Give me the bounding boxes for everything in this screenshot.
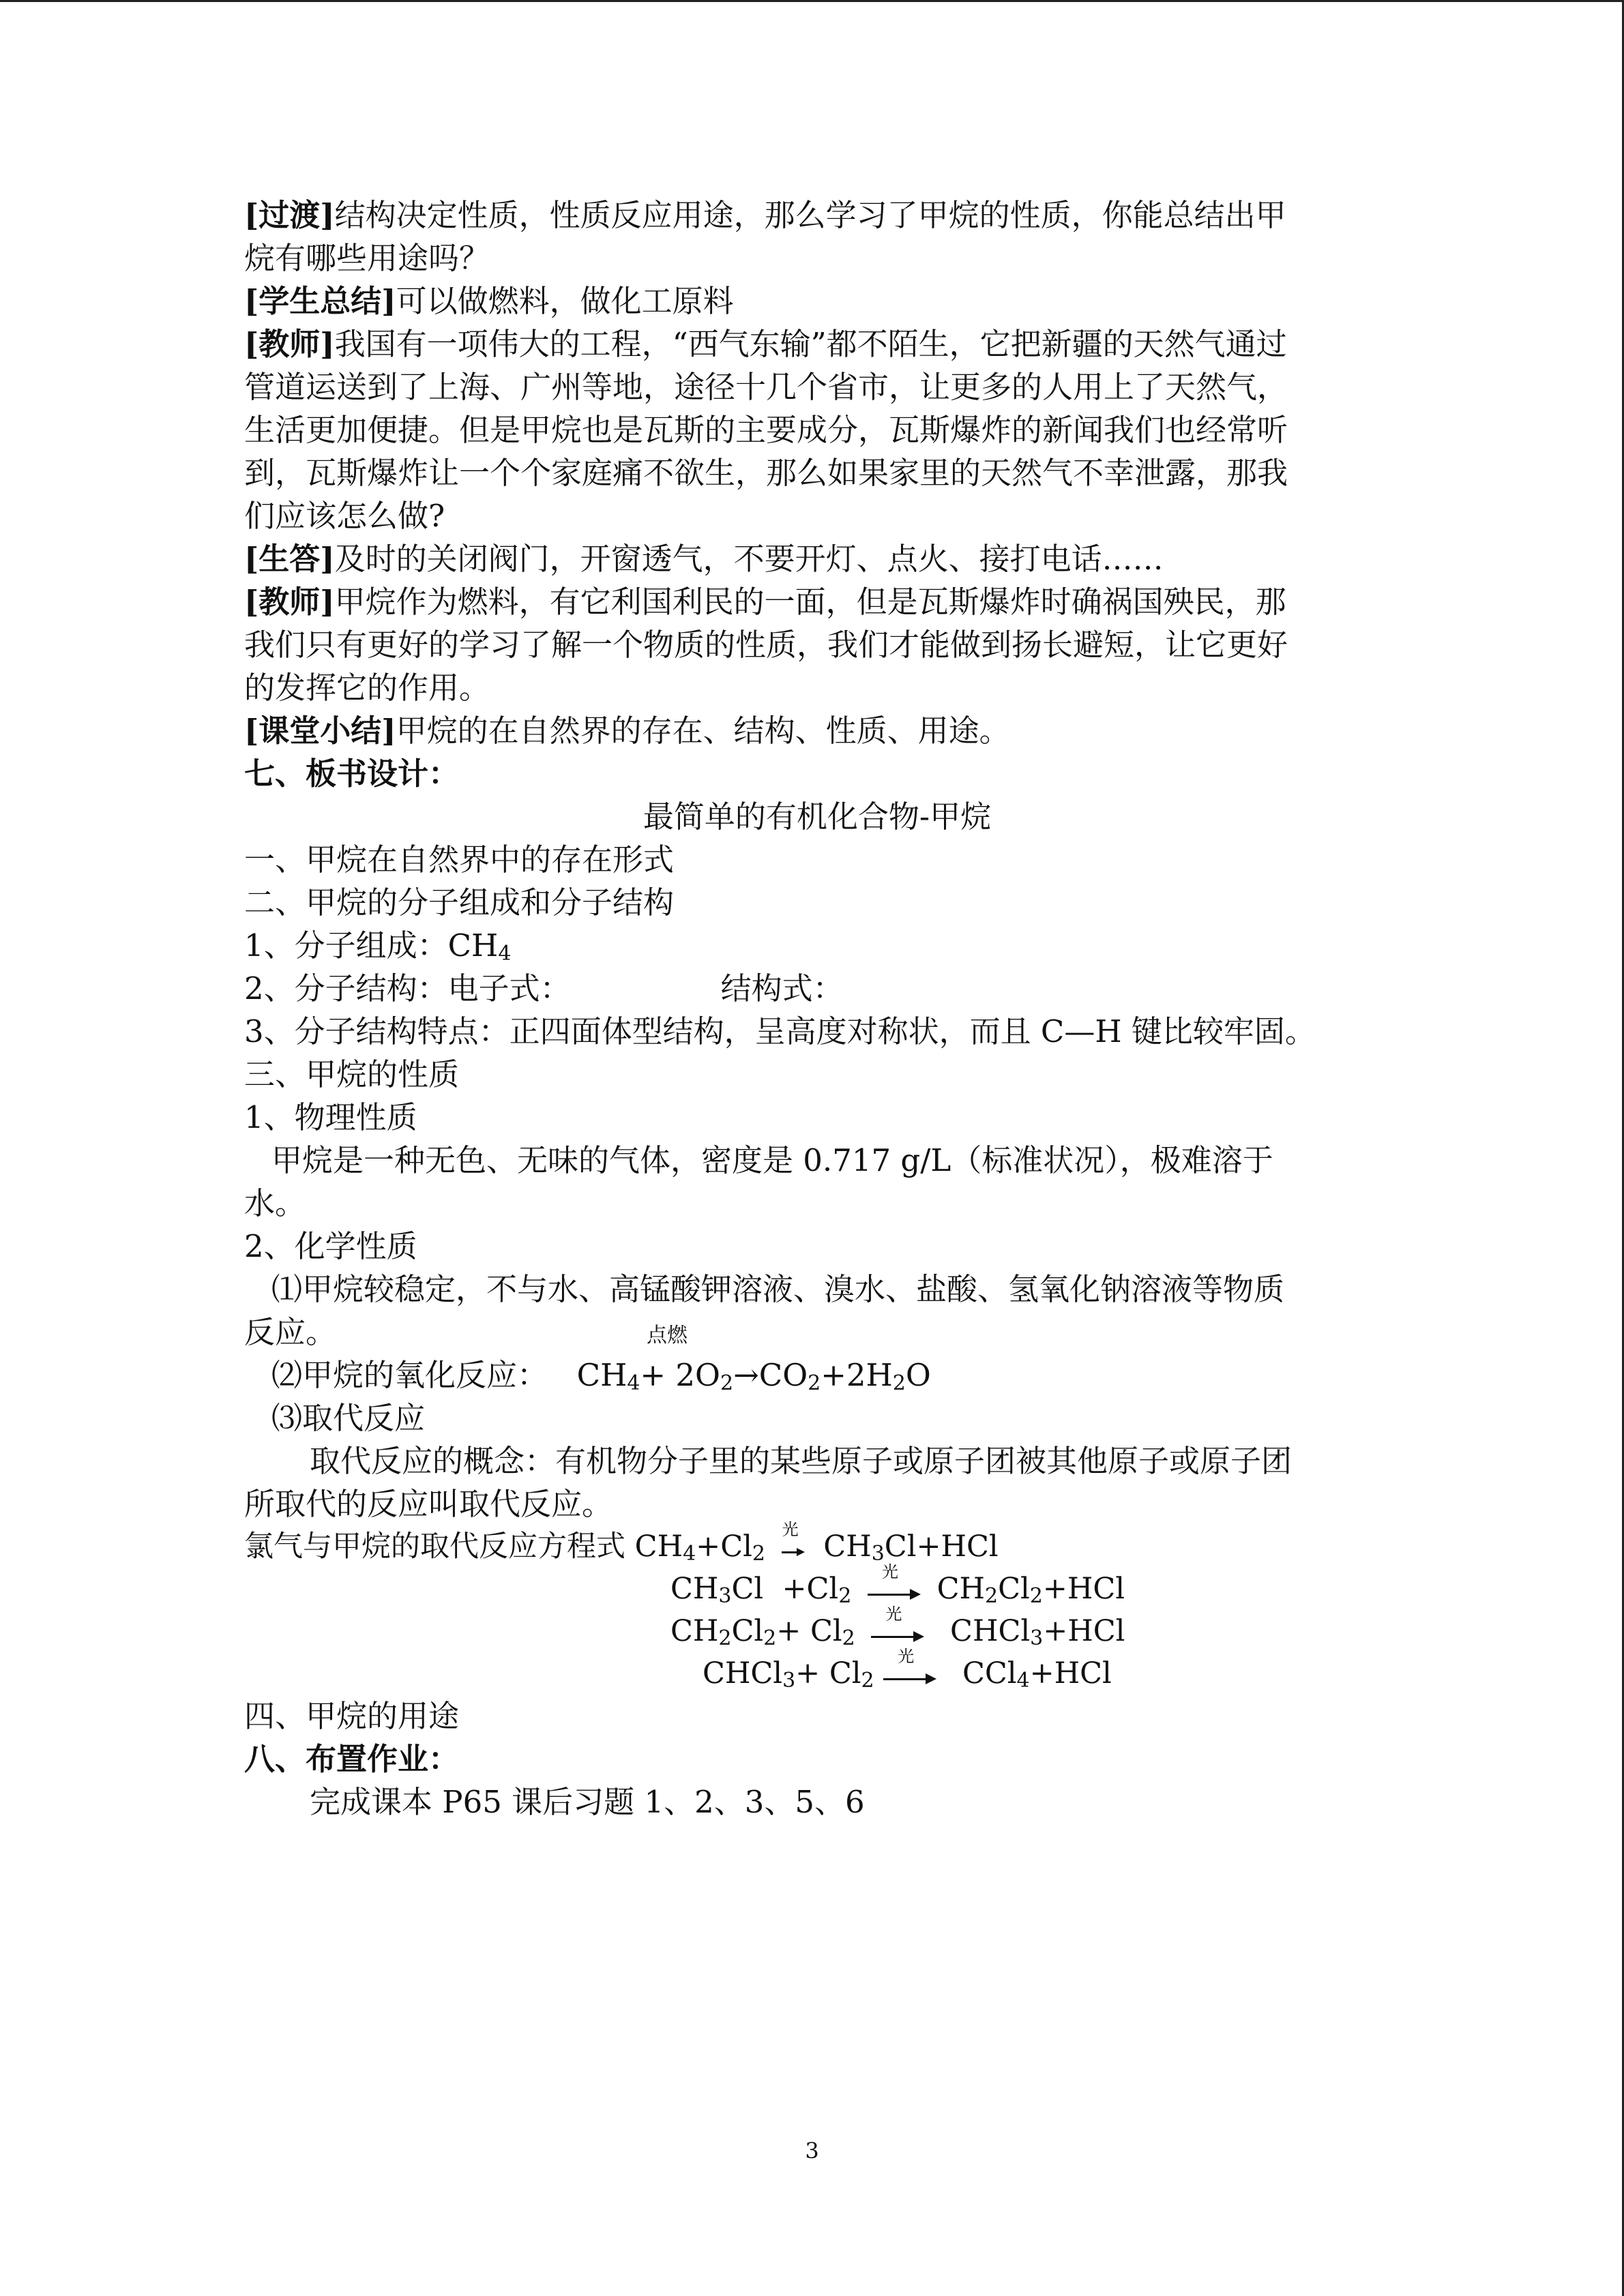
- eq2-l2: Cl +Cl: [731, 1572, 839, 1606]
- class-summary-tag: [课堂小结]: [244, 713, 396, 749]
- eq3-r2: +HCl: [1043, 1614, 1125, 1648]
- composition-sub: 4: [498, 942, 512, 966]
- molecular-structure: [244, 967, 1390, 1010]
- teacher2-line-2: [244, 623, 1390, 666]
- structure-features: 3、分子结构特点：正四面体型结构，呈高度对称状，而且 C—H 键比较牢固。: [244, 1013, 1316, 1049]
- teacher1-text-4: 到，瓦斯爆炸让一个个家庭痛不欲生，那么如果家里的天然气不幸泄露，那我: [244, 455, 1288, 491]
- light-arrow-3: [871, 1605, 924, 1647]
- transition-text-2: 烷有哪些用途吗？: [244, 240, 490, 276]
- eq2-r3: +HCl: [1042, 1572, 1125, 1606]
- stability-line-1: ⑴甲烷较稳定，不与水、高锰酸钾溶液、溴水、盐酸、氢氧化钠溶液等物质: [271, 1271, 1285, 1307]
- teacher1-line-2: [244, 366, 1390, 408]
- physical-properties-heading: 1、物理性质: [244, 1099, 417, 1135]
- chlorine-intro-text: 氯气与甲烷的取代反应方程式: [244, 1530, 625, 1564]
- eq3-r1-sub: 3: [1030, 1626, 1044, 1650]
- substitution-heading: ⑶取代反应: [271, 1400, 426, 1436]
- eq4-l2-sub: 2: [861, 1669, 874, 1693]
- eq3-l3: + Cl: [776, 1614, 842, 1648]
- teacher1-line-5: [244, 494, 1390, 537]
- equation-3: [244, 1605, 1390, 1652]
- light-label: 光: [881, 1562, 898, 1581]
- eq1-l2-sub: 2: [752, 1542, 765, 1566]
- eq-ch: CH: [576, 1357, 628, 1393]
- eq3-l1: CH: [670, 1614, 719, 1648]
- eq1-l1-sub: 4: [683, 1542, 696, 1566]
- equation-2: [244, 1562, 1390, 1610]
- teacher1-tag: [教师]: [244, 326, 335, 362]
- teacher1-line-1: [244, 323, 1390, 366]
- transition-tag: [过渡]: [244, 197, 335, 233]
- substitution-definition-2: 所取代的反应叫取代反应。: [244, 1486, 613, 1522]
- teacher1-text-5: 们应该怎么做?: [244, 498, 445, 534]
- reaction-arrow: →: [733, 1357, 759, 1393]
- teacher2-text-2: 我们只有更好的学习了解一个物质的性质，我们才能做到扬长避短，让它更好: [244, 627, 1288, 663]
- homework-text: 完成课本 P65 课后习题 1、2、3、5、6: [310, 1784, 865, 1820]
- eq2-r1-sub: 2: [985, 1584, 999, 1608]
- eq2-l1-sub: 3: [718, 1584, 732, 1608]
- student-answer-tag: [生答]: [244, 541, 335, 577]
- document-body: [244, 194, 1390, 1823]
- eq-ch-sub: 4: [627, 1371, 640, 1395]
- eq-o2-sub: 2: [720, 1371, 734, 1395]
- eq1-l2: +Cl: [696, 1530, 752, 1564]
- stability-line-2: [244, 1311, 1390, 1354]
- eq4-r2: +HCl: [1029, 1656, 1112, 1690]
- teacher2-line-3: [244, 666, 1390, 709]
- electron-formula-label: 2、分子结构：电子式：: [244, 970, 571, 1007]
- teacher1-line-4: [244, 451, 1390, 494]
- physical-properties-line-2: 水。: [244, 1185, 306, 1221]
- transition-text: 结构决定性质，性质反应用途，那么学习了甲烷的性质，你能总结出甲: [334, 197, 1286, 233]
- ignite-condition-label: 点燃: [647, 1324, 688, 1347]
- teacher1-text-3: 生活更加便捷。但是甲烷也是瓦斯的主要成分，瓦斯爆炸的新闻我们也经常听: [244, 412, 1288, 448]
- board-section-1: 一、甲烷在自然界中的存在形式: [244, 841, 675, 878]
- teacher2-line-1: [244, 580, 1390, 623]
- eq-o: O: [905, 1357, 931, 1393]
- oxidation-label: ⑵甲烷的氧化反应：: [271, 1357, 548, 1393]
- eq3-l2-sub: 2: [763, 1626, 777, 1650]
- teacher1-text-1: 我国有一项伟大的工程，“西气东输”都不陌生，它把新疆的天然气通过: [334, 326, 1287, 362]
- eq3-l2: Cl: [731, 1614, 764, 1648]
- student-answer-text: 及时的关闭阀门，开窗透气，不要开灯、点火、接打电话……: [334, 541, 1164, 577]
- student-summary-text: 可以做燃料，做化工原料: [396, 283, 734, 319]
- board-section-2: 二、甲烷的分子组成和分子结构: [244, 884, 675, 921]
- composition-text: 1、分子组成：CH: [244, 927, 499, 964]
- equation-1: [244, 1520, 1390, 1568]
- student-summary-line: [244, 280, 1390, 323]
- light-arrow-4: [883, 1647, 936, 1689]
- eq-h2o: +2H: [821, 1357, 893, 1393]
- board-section-3: 三、甲烷的性质: [244, 1056, 460, 1092]
- oxidation-line: [244, 1354, 1390, 1397]
- teacher1-line-3: [244, 408, 1390, 451]
- eq2-r1: CH: [936, 1572, 986, 1606]
- board-heading: 七、板书设计：: [244, 756, 460, 792]
- homework-heading: 八、布置作业：: [244, 1741, 460, 1777]
- light-label: 光: [898, 1647, 915, 1666]
- eq-o2: + 2O: [640, 1357, 720, 1393]
- light-arrow-2: [868, 1562, 921, 1605]
- teacher2-text-3: 的发挥它的作用。: [244, 670, 490, 706]
- light-arrow-1: [782, 1520, 808, 1562]
- stability-text-2: 反应。: [244, 1314, 337, 1350]
- eq-h2o-sub: 2: [892, 1371, 906, 1395]
- transition-line-1: [244, 194, 1390, 237]
- eq-co2-sub: 2: [808, 1371, 821, 1395]
- board-title: 最简单的有机化合物-甲烷: [643, 799, 992, 835]
- eq4-l1-sub: 3: [782, 1669, 796, 1693]
- eq4-r1: CCl: [962, 1656, 1017, 1690]
- eq3-l3-sub: 2: [842, 1626, 855, 1650]
- student-answer-line: [244, 537, 1390, 580]
- board-section-4: 四、甲烷的用途: [244, 1698, 460, 1734]
- eq1-r2: Cl+HCl: [884, 1530, 999, 1564]
- eq1-l1: CH: [634, 1530, 683, 1564]
- eq4-l1: CHCl: [703, 1656, 783, 1690]
- eq3-l1-sub: 2: [718, 1626, 732, 1650]
- class-summary-text: 甲烷的在自然界的存在、结构、性质、用途。: [396, 713, 1010, 749]
- transition-line-2: [244, 237, 1390, 280]
- equation-4: [244, 1647, 1390, 1695]
- eq4-r1-sub: 4: [1016, 1669, 1030, 1693]
- eq-co2: CO: [758, 1357, 808, 1393]
- student-summary-tag: [学生总结]: [244, 283, 396, 319]
- eq2-r2-sub: 2: [1029, 1584, 1043, 1608]
- eq3-r1: CHCl: [950, 1614, 1031, 1648]
- teacher1-text-2: 管道运送到了上海、广州等地，途径十几个省市，让更多的人用上了天然气，: [244, 369, 1288, 405]
- eq2-l2-sub: 2: [838, 1584, 852, 1608]
- light-label: 光: [782, 1520, 799, 1539]
- structural-formula-label: 结构式：: [720, 970, 844, 1007]
- teacher2-tag: [教师]: [244, 584, 335, 620]
- molecular-composition: [244, 924, 1390, 967]
- light-label: 光: [885, 1605, 902, 1624]
- eq4-l2: + Cl: [795, 1656, 861, 1690]
- eq1-r1: CH: [823, 1530, 872, 1564]
- eq2-l1: CH: [670, 1572, 719, 1606]
- teacher2-text-1: 甲烷作为燃料，有它利国利民的一面，但是瓦斯爆炸时确祸国殃民，那: [334, 584, 1286, 620]
- physical-properties-line-1: 甲烷是一种无色、无味的气体，密度是 0.717 g/L（标准状况），极难溶于: [271, 1142, 1273, 1178]
- substitution-definition-1: 取代反应的概念：有机物分子里的某些原子或原子团被其他原子或原子团: [310, 1443, 1293, 1479]
- eq1-r1-sub: 3: [871, 1542, 885, 1566]
- chemical-properties-heading: 2、化学性质: [244, 1228, 417, 1264]
- page-number: 3: [805, 2138, 819, 2164]
- class-summary-line: [244, 709, 1390, 752]
- eq2-r2: Cl: [998, 1572, 1030, 1606]
